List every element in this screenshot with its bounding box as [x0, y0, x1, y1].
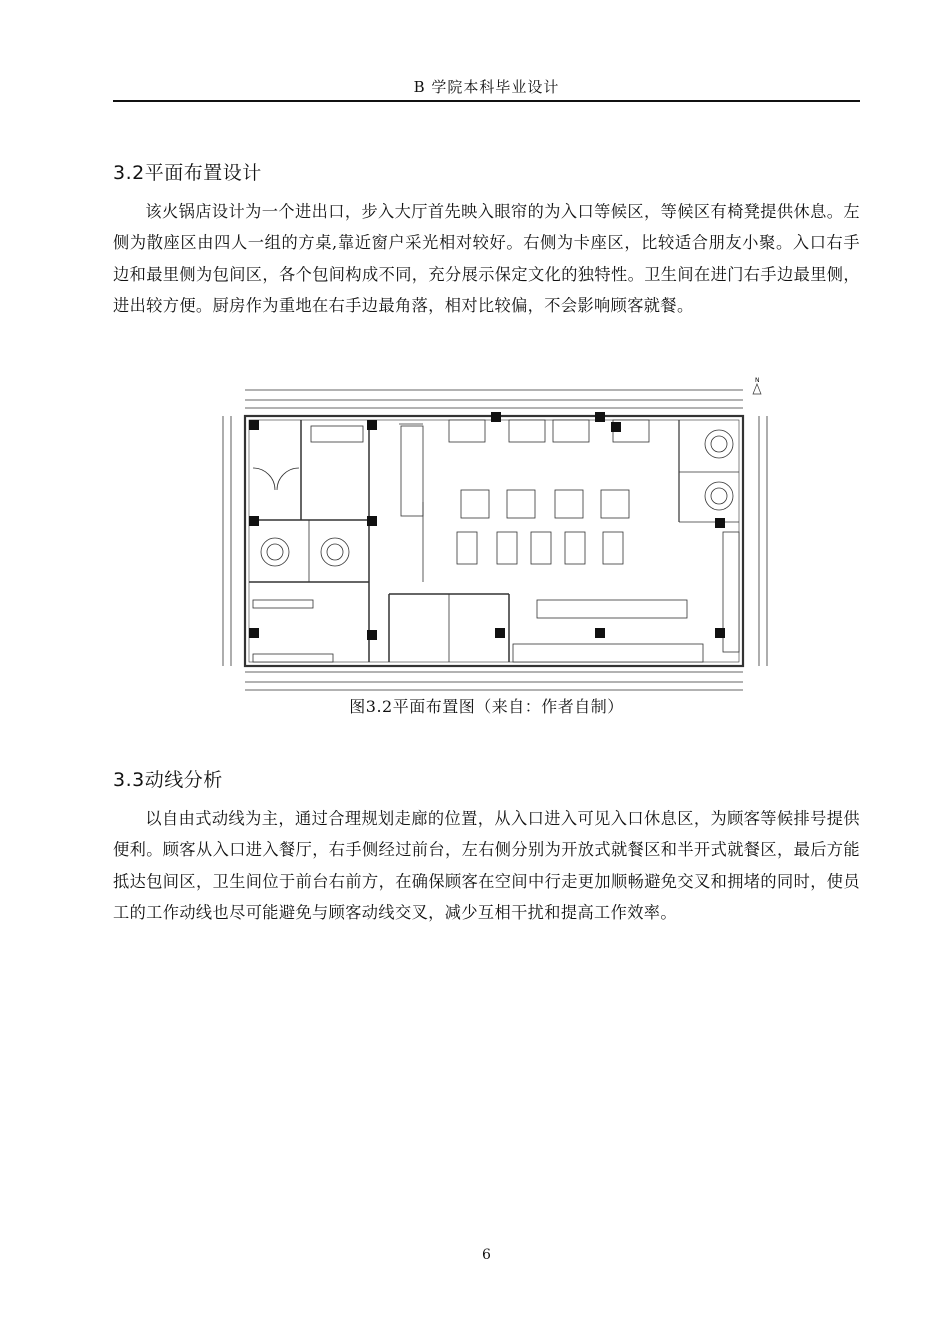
page-header: B 学院本科毕业设计 — [413, 78, 560, 96]
floor-plan-drawing — [213, 372, 773, 694]
page-number: 6 — [482, 1247, 491, 1263]
section-paragraph-3-3: 以自由式动线为主，通过合理规划走廊的位置，从入口进入可见入口休息区，为顾客等候排号提供便利。顾客从入口进入餐厅，右手侧经过前台，左右侧分别为开放式就餐区和半开式就餐区，最后方能抵达包间区，卫生间位于前台右前方，在确保顾客在空间中行走更加顺畅避免交叉和拥堵的同时，使员工的工作动线也尽可能避免与顾客动线交叉，减少互相干扰和提高工作效率。 — [113, 809, 860, 923]
section-heading-3-3: 3.3动线分析 — [113, 769, 223, 791]
section-heading-3-2: 3.2平面布置设计 — [113, 162, 262, 184]
floor-plan-figure — [213, 372, 773, 694]
north-label: N — [755, 377, 760, 384]
figure-caption: 图3.2平面布置图（来自：作者自制） — [349, 697, 624, 716]
header-rule — [113, 100, 860, 102]
north-arrow-icon — [753, 384, 761, 394]
section-paragraph-3-2: 该火锅店设计为一个进出口，步入大厅首先映入眼帘的为入口等候区，等候区有椅凳提供休息。左侧为散座区由四人一组的方桌,靠近窗户采光相对较好。右侧为卡座区，比较适合朋友小聚。入口右手边和最里侧为包间区，各个包间构成不同，充分展示保定文化的独特性。卫生间在进门右手边最里侧，进出较方便。厨房作为重地在右手边最角落，相对比较偏，不会影响顾客就餐。 — [113, 202, 860, 316]
